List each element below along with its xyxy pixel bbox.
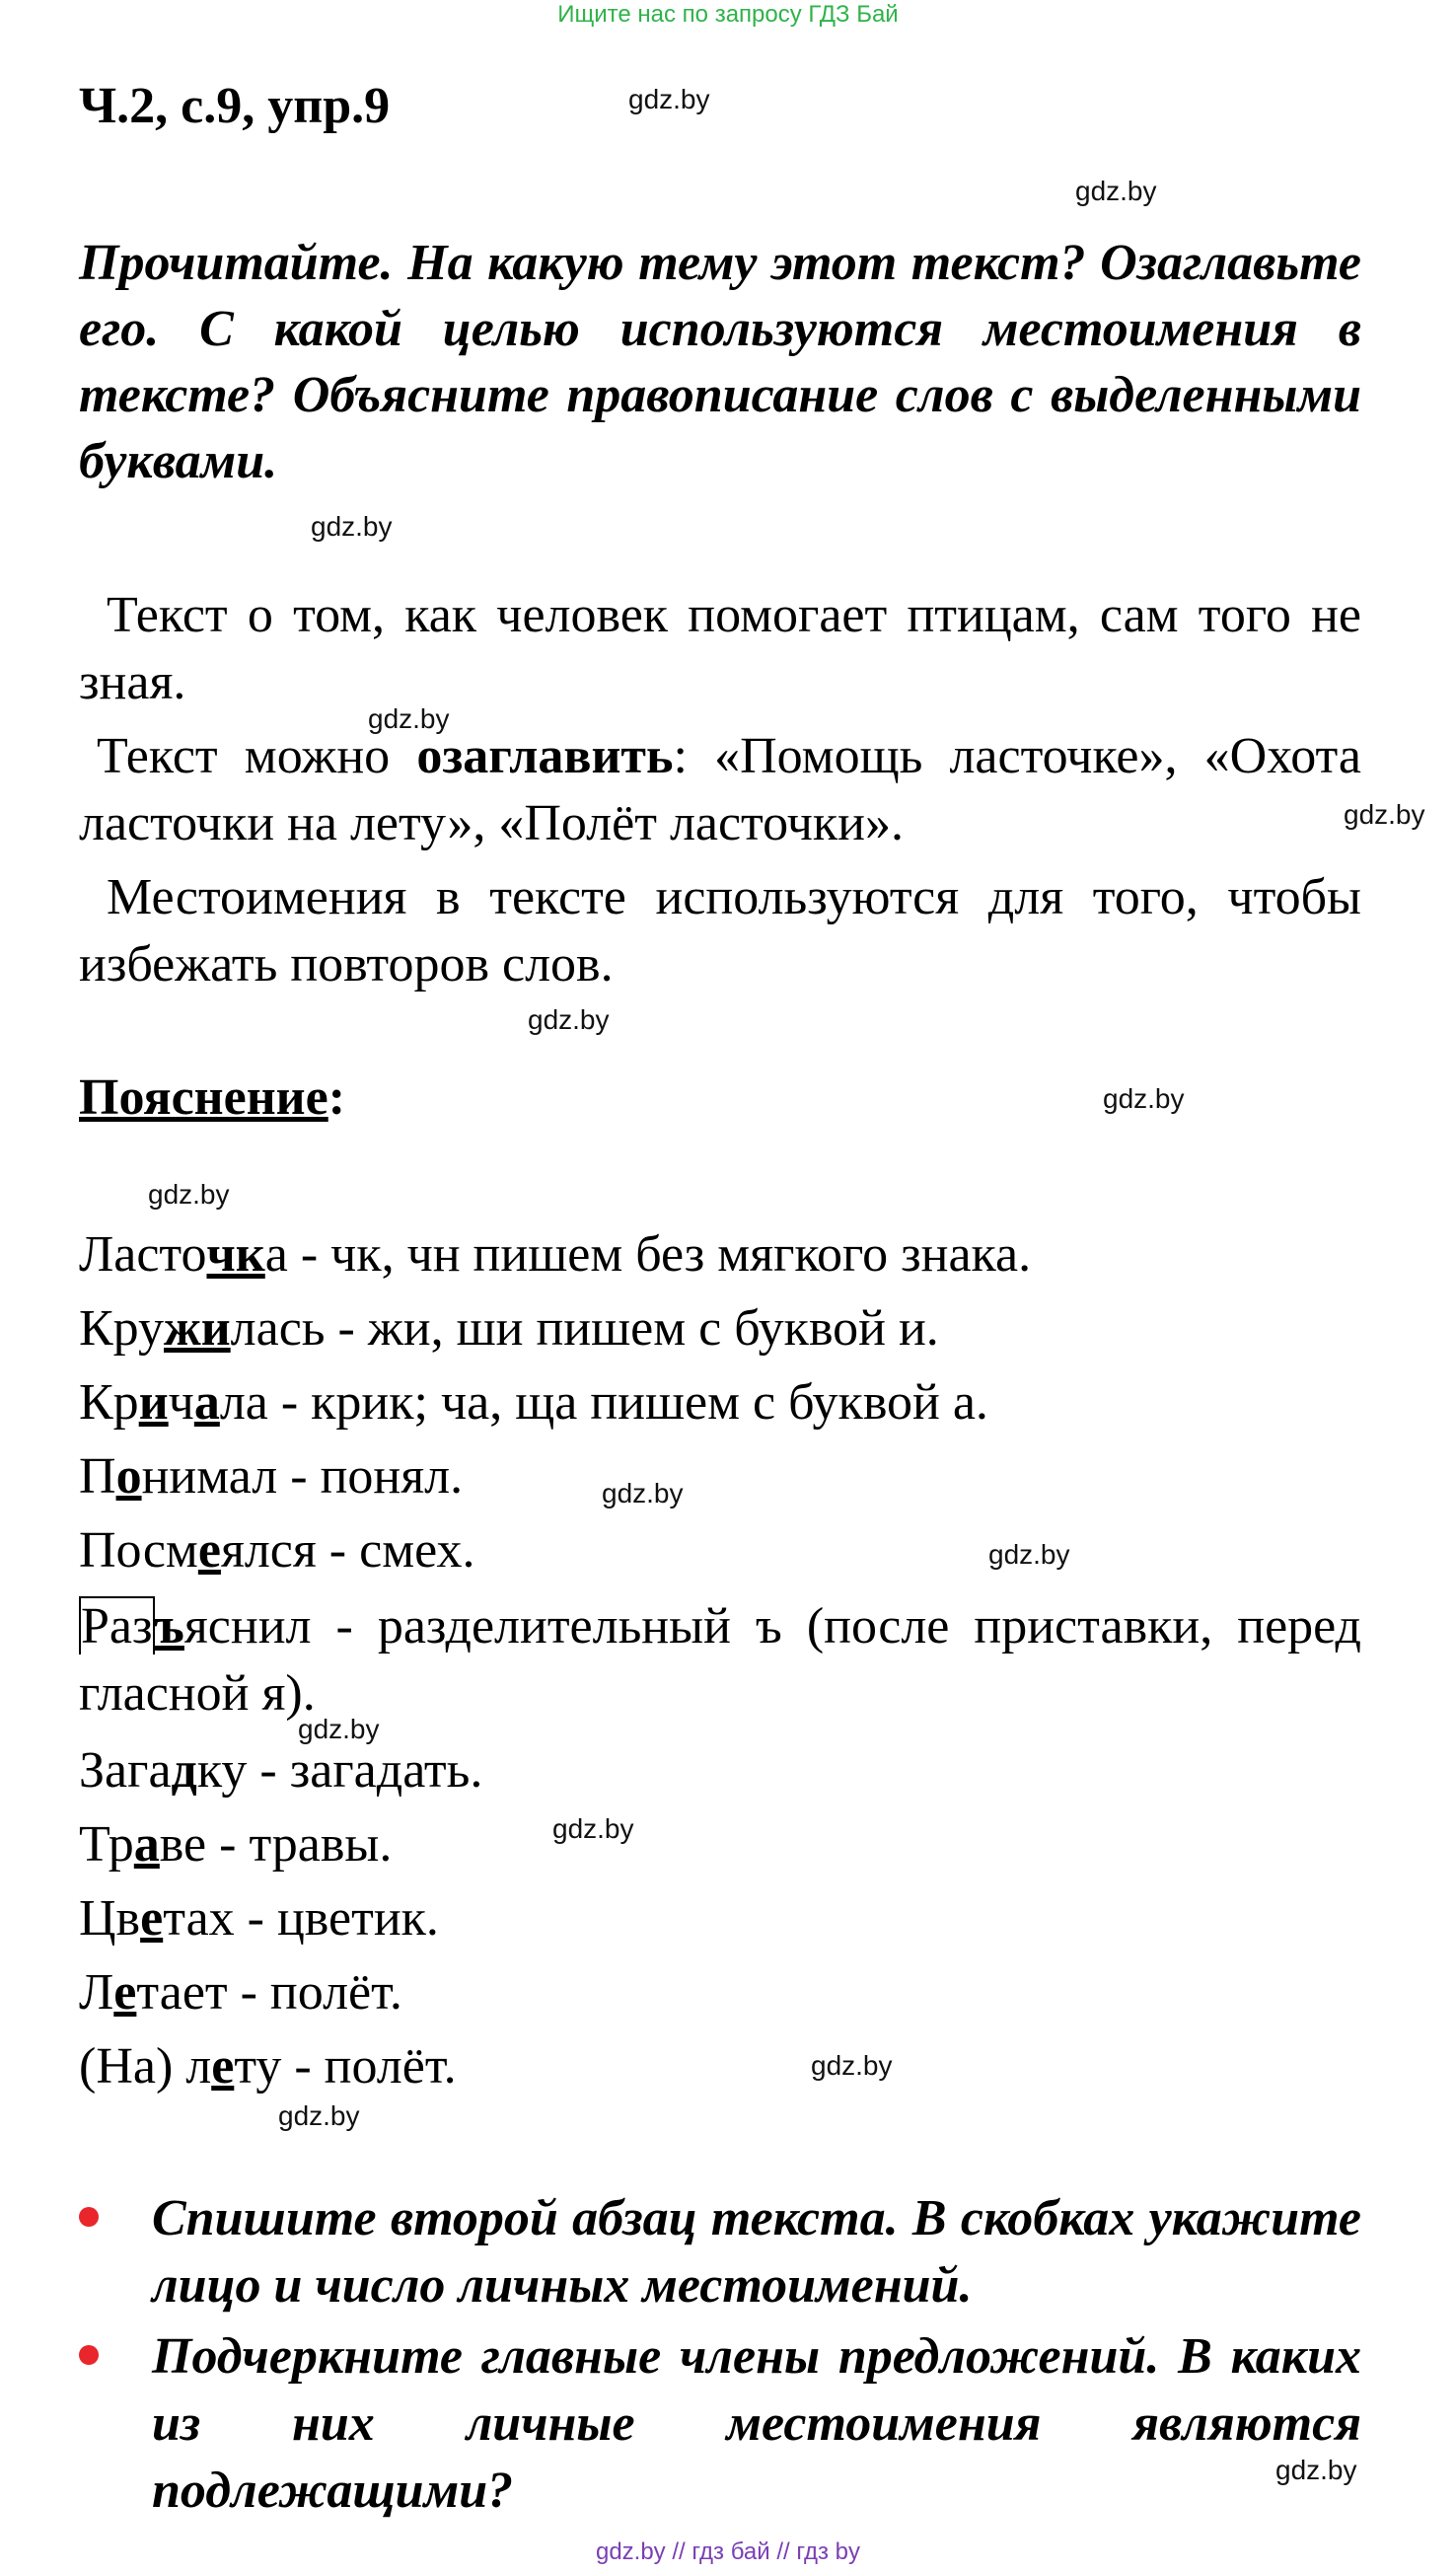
- word-part: тах - цветик.: [163, 1890, 439, 1947]
- explanation-heading: [79, 1068, 345, 1128]
- highlighted-letters: е: [197, 1522, 221, 1579]
- highlighted-letters: д: [171, 1742, 197, 1799]
- watermark: gdz.by: [552, 1813, 634, 1844]
- highlighted-letters: а: [133, 1816, 160, 1873]
- highlighted-letters: е: [211, 2038, 235, 2095]
- watermark: gdz.by: [148, 1179, 230, 1210]
- explanation-line-2: [79, 1298, 939, 1360]
- explanation-line-3: [79, 1372, 988, 1434]
- word-part: Кру: [79, 1300, 164, 1357]
- watermark: gdz.by: [628, 84, 710, 114]
- watermark: gdz.by: [1075, 176, 1157, 206]
- top-banner: Ищите нас по запросу ГДЗ Бай: [557, 1, 899, 28]
- word-part: нимал - понял.: [141, 1448, 464, 1505]
- word-part: Ласто: [79, 1226, 207, 1283]
- highlighted-letters: о: [115, 1448, 142, 1505]
- word-part: Зага: [79, 1742, 172, 1799]
- explanation-line-4: [79, 1446, 463, 1508]
- explanation-line-9: [79, 1888, 439, 1949]
- word-part: яснил - разделительный ъ (после приставки, перед гласной я).: [79, 1598, 1361, 1722]
- bullet-text: Подчеркните главные члены предложений. В каких из них личные местоимения являются подлежащими?: [152, 2328, 1361, 2519]
- word-part: Кр: [79, 1374, 139, 1431]
- word-part: ла - крик; ча, ща пишем с буквой а.: [219, 1374, 988, 1431]
- answer-paragraph-1: Текст о том, как человек помогает птицам, сам того не зная.: [79, 587, 1361, 710]
- highlighted-letters: чк: [206, 1226, 265, 1283]
- bullet-text: Спишите второй абзац текста. В скобках укажите лицо и число личных местоимений.: [152, 2190, 1361, 2314]
- highlighted-letters: и: [138, 1374, 169, 1431]
- watermark: gdz.by: [1275, 2455, 1357, 2485]
- word-part: Тр: [79, 1816, 134, 1873]
- highlighted-letters: жи: [164, 1300, 231, 1357]
- word-part: Л: [79, 1964, 114, 2021]
- watermark: gdz.by: [528, 1004, 610, 1035]
- highlighted-letters: е: [140, 1890, 164, 1947]
- explanation-line-8: [79, 1814, 392, 1875]
- answer-paragraph-2: [79, 723, 1361, 857]
- highlighted-letters: а: [193, 1374, 220, 1431]
- answer-paragraph-3: Местоимения в тексте используются для того, чтобы избежать повторов слов.: [79, 869, 1361, 993]
- word-part: ч: [168, 1374, 194, 1431]
- watermark: gdz.by: [278, 2100, 360, 2131]
- answer-paragraph-2-bold: озаглавить: [416, 728, 674, 784]
- bullet-dot-icon: [79, 2345, 99, 2365]
- word-part: (На) л: [79, 2038, 212, 2095]
- word-part: П: [79, 1448, 116, 1505]
- explanation-line-5: [79, 1520, 475, 1581]
- watermark: gdz.by: [602, 1478, 684, 1508]
- watermark: gdz.by: [988, 1539, 1070, 1570]
- watermark: gdz.by: [311, 511, 393, 542]
- watermark: gdz.by: [811, 2050, 893, 2081]
- explanation-line-11: [79, 2036, 457, 2097]
- watermark: gdz.by: [1103, 1083, 1185, 1114]
- bullet-dot-icon: [79, 2207, 99, 2227]
- watermark: gdz.by: [368, 703, 450, 734]
- word-part: Посм: [79, 1522, 198, 1579]
- watermark: gdz.by: [298, 1714, 380, 1744]
- watermark: gdz.by: [1344, 799, 1425, 830]
- word-part: тает - полёт.: [136, 1964, 402, 2021]
- explanation-line-1: [79, 1224, 1031, 1286]
- word-part: ту - полёт.: [234, 2038, 457, 2095]
- explanation-line-10: [79, 1962, 402, 2023]
- answer-paragraph-2-end: : «Помощь ласточке», «Охота ласточки на лету», «Полёт ласточки».: [79, 728, 1361, 851]
- word-part: а - чк, чн пишем без мягкого знака.: [264, 1226, 1032, 1283]
- answer-paragraph-2-start: Текст можно: [97, 728, 417, 784]
- explanation-line-7: [79, 1740, 482, 1802]
- word-part: Цв: [79, 1890, 141, 1947]
- highlighted-letters: е: [113, 1964, 137, 2021]
- bullet-item: [79, 2323, 1361, 2525]
- page-title: Ч.2, с.9, упр.9: [79, 78, 391, 134]
- word-part: ялся - смех.: [220, 1522, 475, 1579]
- bullet-item: [79, 2185, 1361, 2319]
- word-part: ку - загадать.: [196, 1742, 483, 1799]
- explanation-line-6: [79, 1593, 1361, 1728]
- explanation-heading-colon: :: [328, 1069, 346, 1126]
- explanation-heading-text: Пояснение: [79, 1069, 328, 1126]
- word-part: ве - травы.: [159, 1816, 393, 1873]
- word-part: лась - жи, ши пишем с буквой и.: [230, 1300, 939, 1357]
- highlighted-letters: ъ: [154, 1598, 184, 1655]
- prefix-box: Раз: [81, 1598, 153, 1655]
- bottom-banner: gdz.by // гдз бай // гдз by: [595, 2538, 861, 2565]
- task-text: Прочитайте. На какую тему этот текст? Озаглавьте его. С какой целью используются местоимения в тексте? Объясните правописание слов с выделенными буквами.: [79, 235, 1361, 489]
